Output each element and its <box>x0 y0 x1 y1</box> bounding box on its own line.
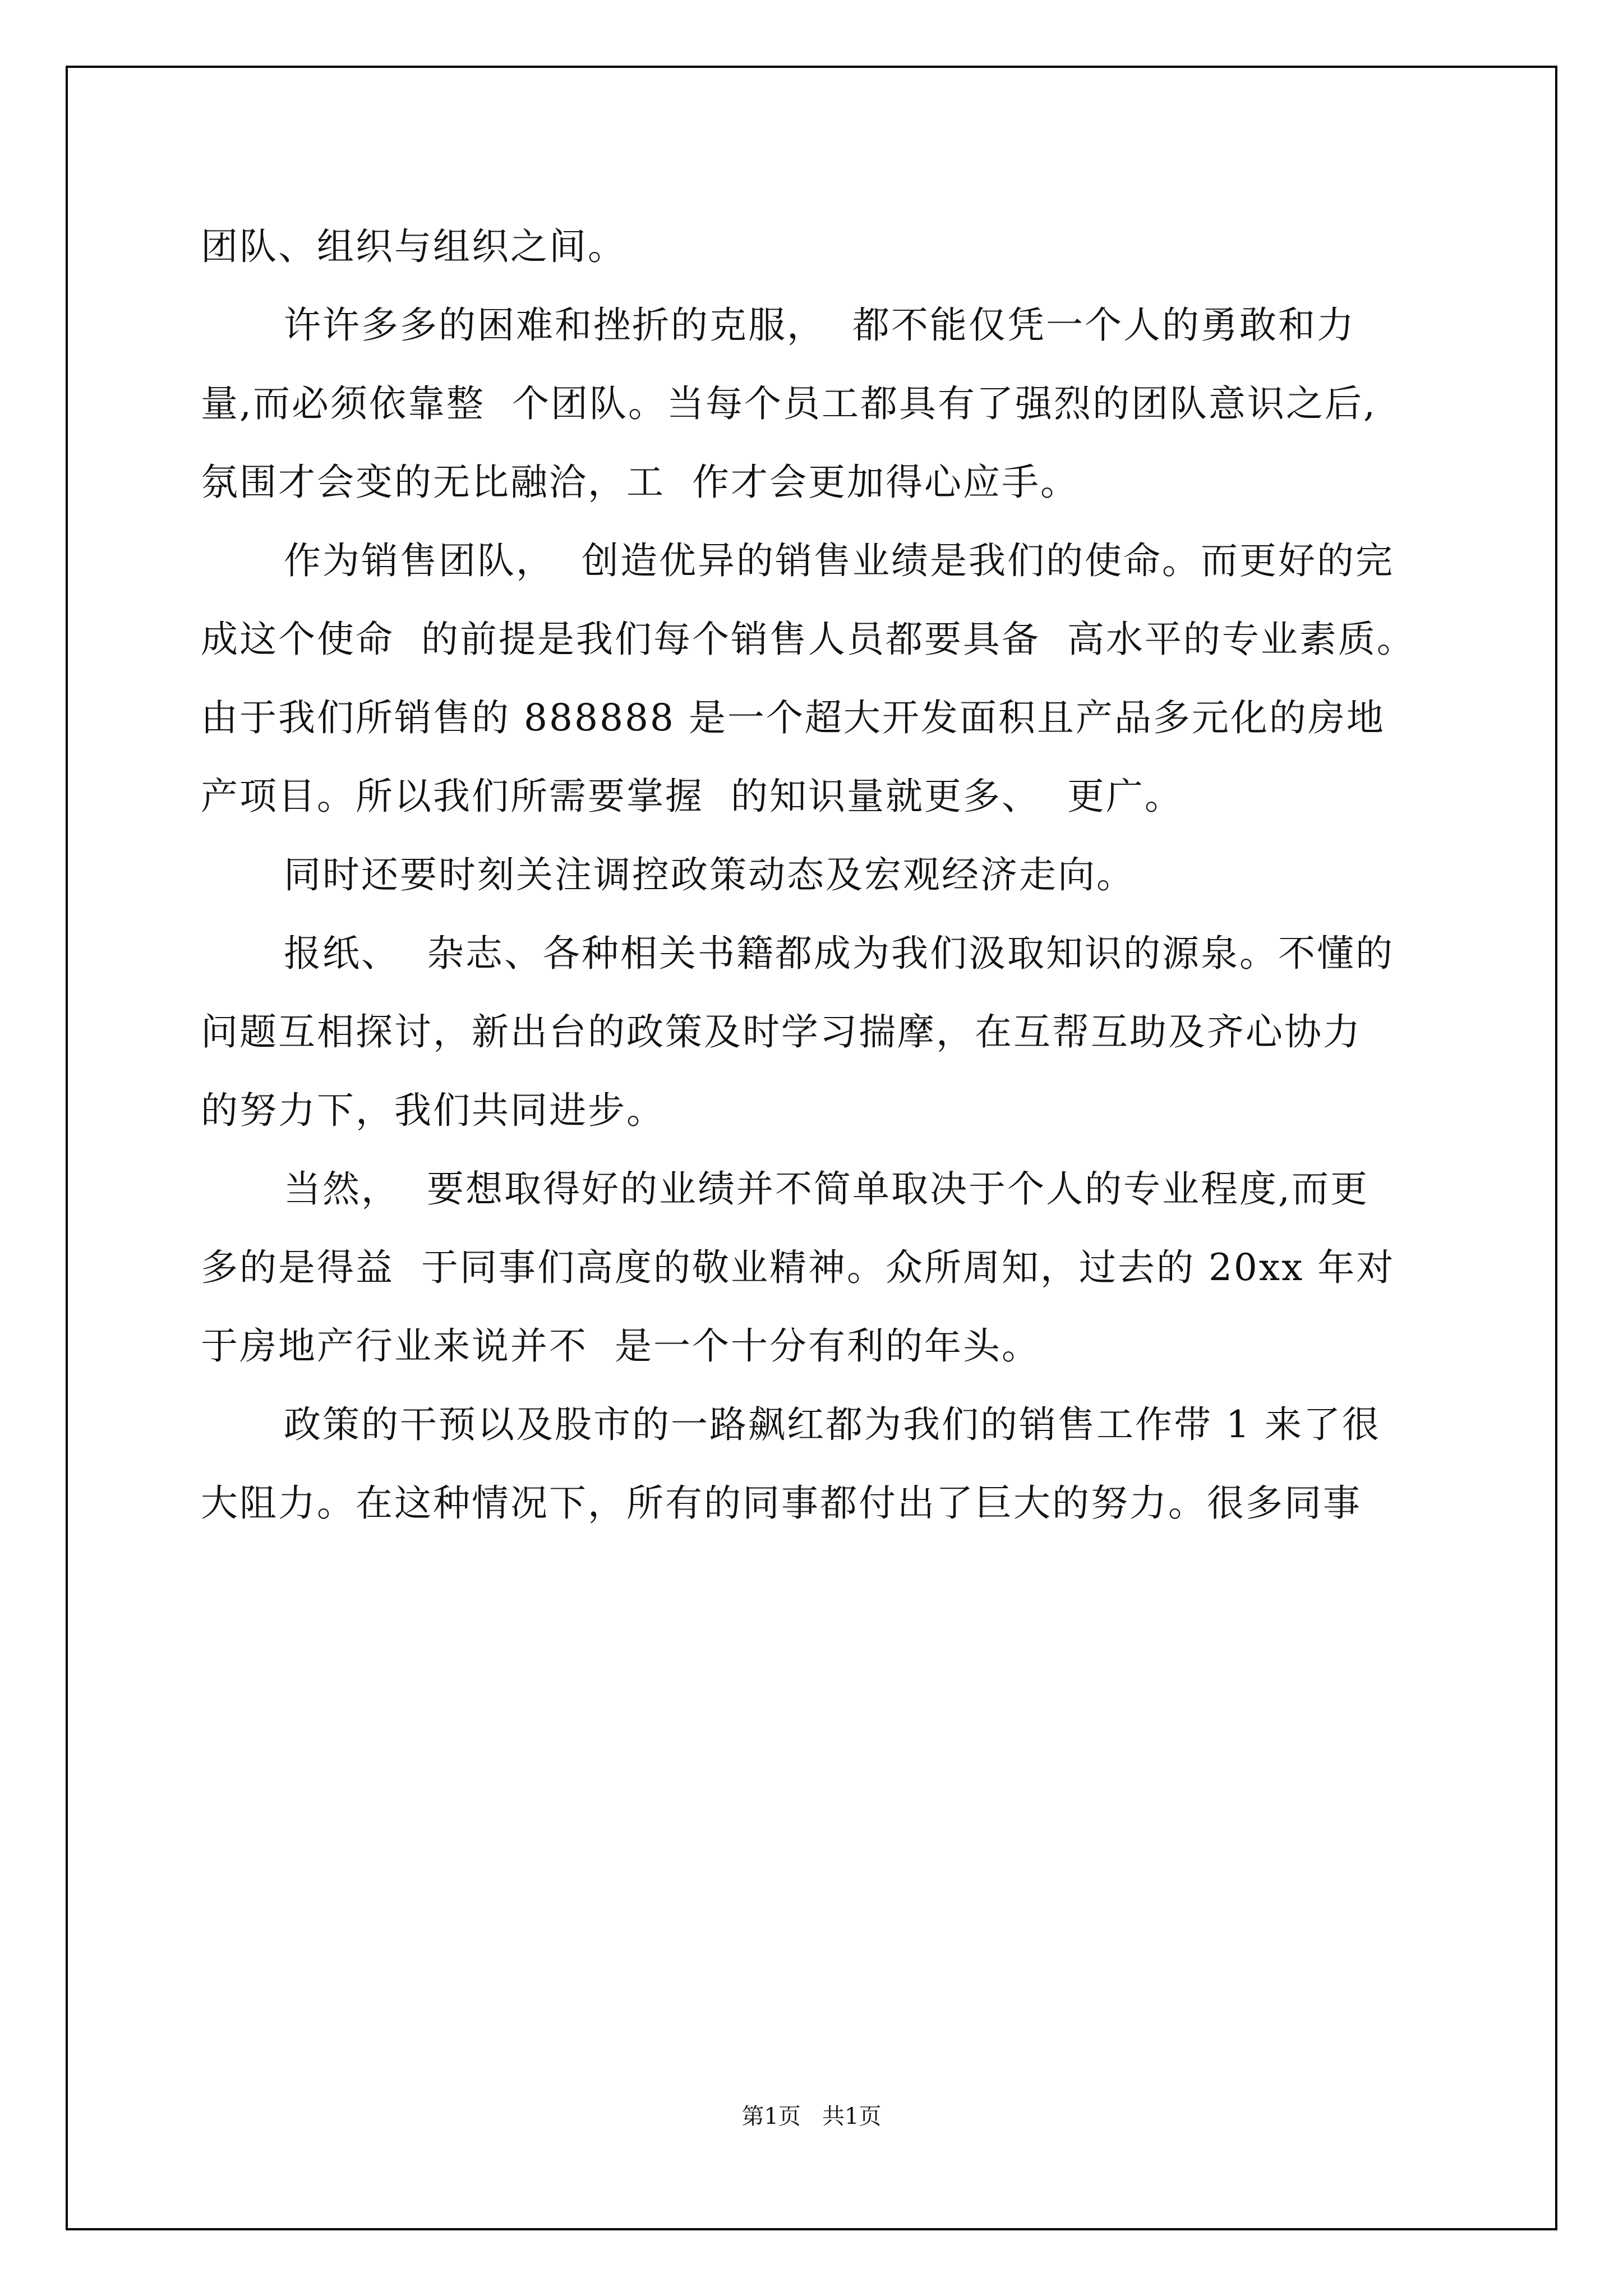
text-line: 的努力下，我们共同进步。 <box>201 1089 665 1132</box>
text-line: 氛围才会变的无比融洽，工 作才会更加得心应手。 <box>201 461 1079 504</box>
text-line: 同时还要时刻关注调控政策动态及宏观经济走向。 <box>284 853 1135 896</box>
text-line: 政策的干预以及股市的一路飙红都为我们的销售工作带 1 来了很 <box>284 1403 1381 1446</box>
text-line: 当然， 要想取得好的业绩并不简单取决于个人的专业程度,而更 <box>284 1167 1369 1211</box>
text-line: 许许多多的困难和挫折的克服， 都不能仅凭一个人的勇敢和力 <box>284 303 1355 347</box>
text-line: 团队、组织与组织之间。 <box>201 225 626 268</box>
text-line: 由于我们所销售的 888888 是一个超大开发面积且产品多元化的房地 <box>201 696 1385 739</box>
text-line: 成这个使命 的前提是我们每个销售人员都要具备 高水平的专业素质。 <box>201 618 1415 661</box>
text-line: 报纸、 杂志、各种相关书籍都成为我们汲取知识的源泉。不懂的 <box>284 932 1394 975</box>
text-line: 产项目。所以我们所需要掌握 的知识量就更多、 更广。 <box>201 775 1183 818</box>
text-line: 作为销售团队， 创造优异的销售业绩是我们的使命。而更好的完 <box>284 539 1394 582</box>
text-line: 于房地产行业来说并不 是一个十分有利的年头。 <box>201 1324 1040 1368</box>
text-line: 大阻力。在这种情况下，所有的同事都付出了巨大的努力。很多同事 <box>201 1481 1362 1525</box>
text-line: 问题互相探讨，新出台的政策及时学习揣摩，在互帮互助及齐心协力 <box>201 1010 1362 1053</box>
text-line: 量,而必须依靠整 个团队。当每个员工都具有了强烈的团队意识之后, <box>201 382 1377 425</box>
page-number-footer: 第1页 共1页 <box>741 2104 882 2129</box>
text-line: 多的是得益 于同事们高度的敬业精神。众所周知，过去的 20xx 年对 <box>201 1246 1395 1289</box>
